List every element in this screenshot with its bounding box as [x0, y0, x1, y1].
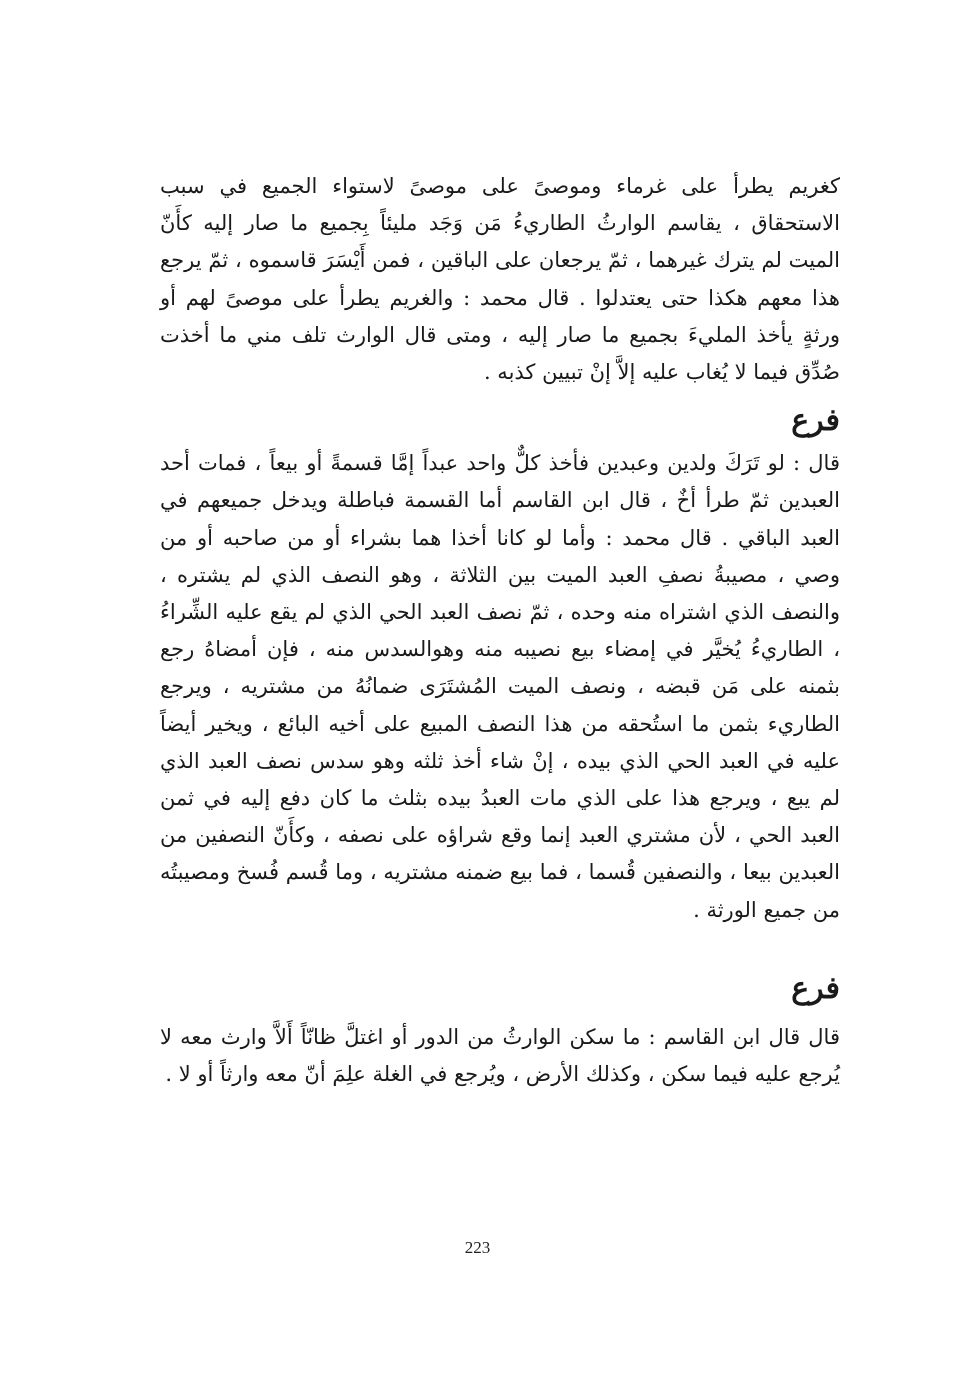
section-heading-2: فرع	[791, 970, 840, 1006]
paragraph-3: قال قال ابن القاسم : ما سكن الوارثُ من الدور أو اغتلَّ ظانّاً أَلاَّ وارث معه لا يُرجع عليه فيما سكن ، وكذلك الأرض ، ويُرجع في الغلة علِمَ أنّ معه وارثاً أو لا .	[160, 1024, 840, 1087]
page-body	[160, 168, 840, 1093]
page-number: 223	[464, 1238, 491, 1257]
paragraph-1: كغريم يطرأ على غرماء وموصىً على موصىً لاستواء الجميع في سبب الاستحقاق ، يقاسم الوارثُ الطاريءُ مَن وَجَد مليئاً بِجميع ما صار إليه كأَنّ الميت لم يترك غيرهما ، ثمّ يرجعان على الباقين ، فمن أَيْسَرَ قاسموه ، ثمّ يرجع هذا معهم هكذا حتى يعتدلوا . قال محمد : والغريم يطرأ على موصىً لهم أو ورثةٍ يأخذ المليءَ بجميع ما صار إليه ، ومتى قال الوارث تلف مني ما أخذت صُدِّق فيما لا يُغاب عليه إلاَّ إنْ تبيين كذبه .	[160, 174, 840, 385]
paragraph-2: قال : لو تَرَكَ ولدين وعبدين فأخذ كلٌّ واحد عبداً إمَّا قسمةً أو بيعاً ، فمات أحد العبدين ثمّ طرأ أخٌ ، قال ابن القاسم أما القسمة فباطلة ويدخل جميعهم في العبد الباقي . قال محمد : وأما لو كانا أخذا هما بشراء أو من صاحبه أو من وصي ، مصيبةُ نصفِ العبد الميت بين الثلاثة ، وهو النصف الذي لم يشتره ، والنصف الذي اشتراه منه وحده ، ثمّ نصف العبد الحي الذي لم يقع عليه الشِّراءُ ، الطاريءُ يُخيَّر في إمضاء بيع نصيبه منه وهوالسدس منه ، فإن أمضاهُ رجع بثمنه على مَن قبضه ، ونصف الميت المُشتَرَى ضمانُهُ من مشتريه ، ويرجع الطاريء بثمن ما استُحقه من هذا النصف المبيع على أخيه البائع ، ويخير أيضاً عليه في العبد الحي الذي بيده ، إنْ شاء أخذ ثلثه وهو سدس نصف العبد الذي لم يبع ، ويرجع هذا على الذي مات العبدُ بيده بثلث ما كان دفع إليه في ثمن العبد الحي ، لأن مشتري العبد إنما وقع شراؤه على نصفه ، وكأَنّ النصفين من العبدين بيعا ، والنصفين قُسما ، فما بيع ضمنه مشتريه ، وما قُسم فُسخ ومصيبتُه من جميع الورثة .	[160, 451, 840, 922]
section-heading-1: فرع	[791, 403, 840, 439]
